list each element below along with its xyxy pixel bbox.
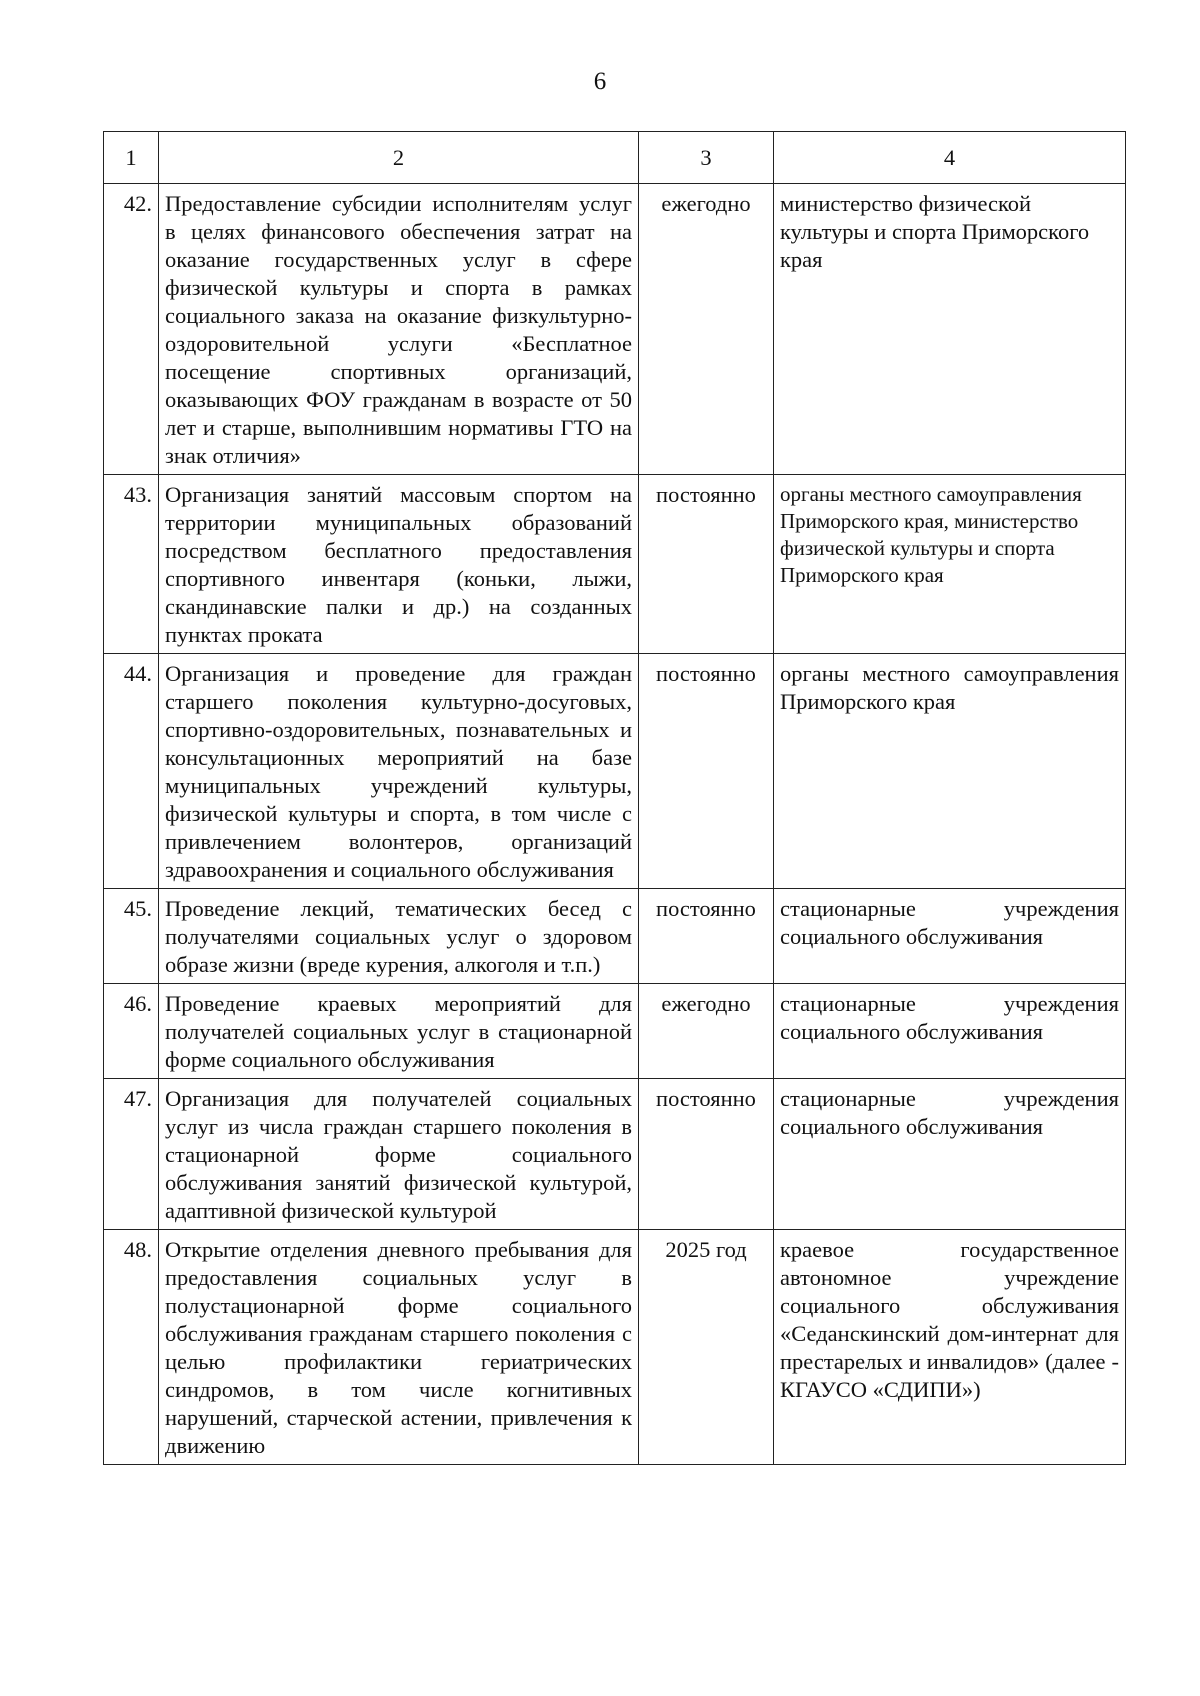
page-number: 6 xyxy=(593,68,607,95)
row-number: 42. xyxy=(104,184,159,475)
row-executor: стационарные учреждения социального обслуживания xyxy=(774,1079,1126,1230)
row-executor: стационарные учреждения социального обслуживания xyxy=(774,889,1126,984)
row-description: Организация и проведение для граждан старшего поколения культурно-досуговых, спортивно-оздоровительных, познавательных и консультационных мероприятий на базе муниципальных учреждений культуры, физической культуры и спорта, в том числе с привлечением волонтеров, организаций здравоохранения и социального обслуживания xyxy=(159,654,639,889)
table-row xyxy=(104,889,1126,984)
row-number: 43. xyxy=(104,475,159,654)
row-number: 45. xyxy=(104,889,159,984)
row-term: постоянно xyxy=(639,654,774,889)
row-description: Проведение лекций, тематических бесед с получателями социальных услуг о здоровом образе жизни (вреде курения, алкоголя и т.п.) xyxy=(159,889,639,984)
row-description: Предоставление субсидии исполнителям услуг в целях финансового обеспечения затрат на оказание государственных услуг в сфере физической культуры и спорта в рамках социального заказа на оказание физкультурно-оздоровительной услуги «Бесплатное посещение спортивных организаций, оказывающих ФОУ гражданам в возрасте от 50 лет и старше, выполнившим нормативы ГТО на знак отличия» xyxy=(159,184,639,475)
row-term: 2025 год xyxy=(639,1230,774,1465)
row-term: постоянно xyxy=(639,475,774,654)
row-executor: органы местного самоуправления Приморского края xyxy=(774,654,1126,889)
column-header-3: 3 xyxy=(639,132,774,184)
row-number: 46. xyxy=(104,984,159,1079)
row-description: Организация для получателей социальных услуг из числа граждан старшего поколения в стационарной форме социального обслуживания занятий физической культурой, адаптивной физической культурой xyxy=(159,1079,639,1230)
column-header-2: 2 xyxy=(159,132,639,184)
table-row xyxy=(104,475,1126,654)
row-term: постоянно xyxy=(639,1079,774,1230)
row-description: Организация занятий массовым спортом на территории муниципальных образований посредством бесплатного предоставления спортивного инвентаря (коньки, лыжи, скандинавские палки и др.) на созданных пунктах проката xyxy=(159,475,639,654)
row-term: постоянно xyxy=(639,889,774,984)
table-row xyxy=(104,984,1126,1079)
row-number: 48. xyxy=(104,1230,159,1465)
table-row xyxy=(104,1079,1126,1230)
column-header-4: 4 xyxy=(774,132,1126,184)
row-executor: органы местного самоуправления Приморского края, министерство физической культуры и спорта Приморского края xyxy=(774,475,1126,654)
row-number: 44. xyxy=(104,654,159,889)
table-header-row xyxy=(104,132,1126,184)
table-row xyxy=(104,654,1126,889)
row-executor: министерство физической культуры и спорта Приморского края xyxy=(774,184,1126,475)
column-header-1: 1 xyxy=(104,132,159,184)
row-executor: краевое государственное автономное учреждение социального обслуживания «Седанскинский дом-интернат для престарелых и инвалидов» (далее - КГАУСО «СДИПИ») xyxy=(774,1230,1126,1465)
row-description: Проведение краевых мероприятий для получателей социальных услуг в стационарной форме социального обслуживания xyxy=(159,984,639,1079)
row-term: ежегодно xyxy=(639,184,774,475)
row-executor: стационарные учреждения социального обслуживания xyxy=(774,984,1126,1079)
row-description: Открытие отделения дневного пребывания для предоставления социальных услуг в полустационарной форме социального обслуживания гражданам старшего поколения с целью профилактики гериатрических синдромов, в том числе когнитивных нарушений, старческой астении, привлечения к движению xyxy=(159,1230,639,1465)
row-number: 47. xyxy=(104,1079,159,1230)
table-row xyxy=(104,1230,1126,1465)
row-term: ежегодно xyxy=(639,984,774,1079)
table-row xyxy=(104,184,1126,475)
activities-table xyxy=(103,131,1126,1465)
